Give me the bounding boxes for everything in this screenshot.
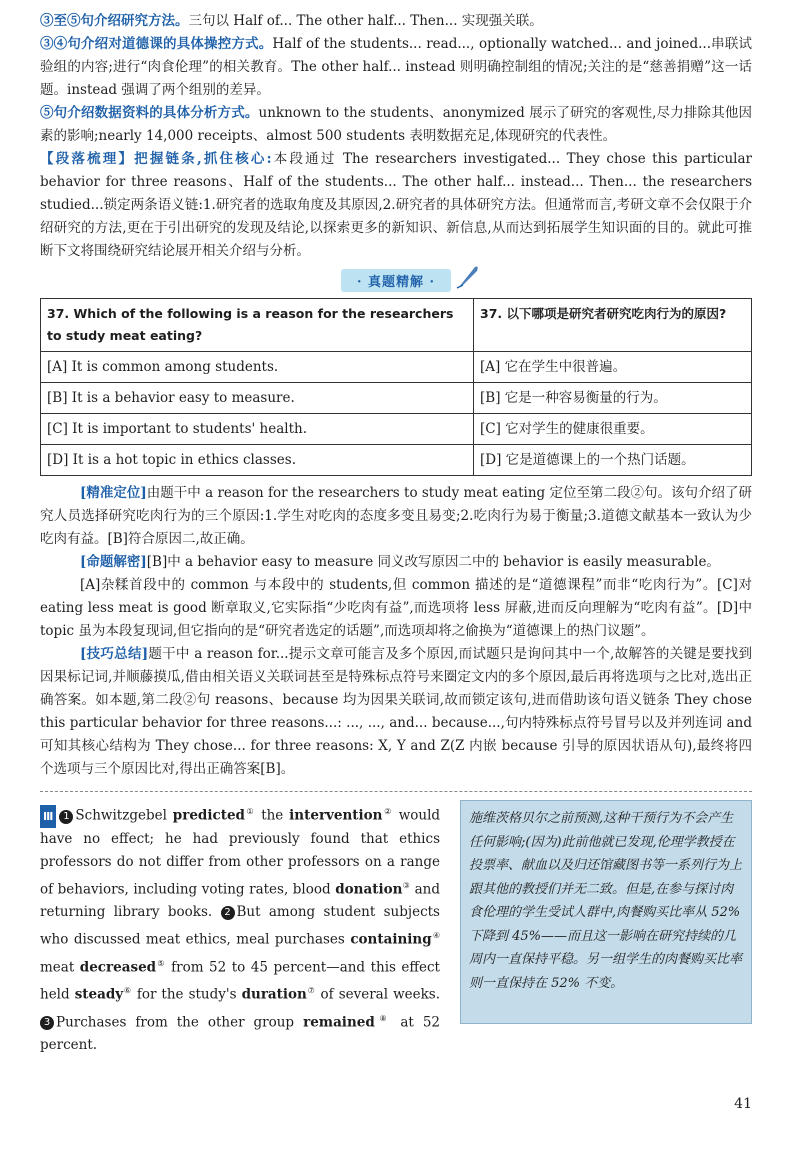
passage-text: meat (40, 959, 75, 975)
method-line-1 (40, 10, 752, 33)
sentence-3-marker: 3 (40, 1016, 54, 1030)
question-decode-1 (40, 551, 752, 574)
option-row (41, 414, 752, 445)
section-banner (40, 269, 752, 292)
skill-summary (40, 643, 752, 781)
method-line-3-text: unknown to the students、anonymized 展示了研究的客观性,尽力排除其他因素的影响;nearly 14,000 receipts、almost 500 students 表明数据充足,体现研究的代表性。 (40, 105, 753, 144)
sentence-1-marker: 1 (59, 810, 73, 824)
option-c-cn: [C] 它对学生的健康很重要。 (474, 414, 752, 445)
passage-text: would have no effect; he had previously found that ethics professors do not differ from other professors on a range of behaviors, including voting rates, blood (40, 807, 441, 897)
option-d-en: [D] It is a hot topic in ethics classes. (41, 445, 474, 476)
vocab-word: intervention (289, 807, 383, 824)
question-stem-cn: 37. 以下哪项是研究者研究吃肉行为的原因? (474, 299, 752, 352)
precise-location (40, 482, 752, 551)
passage-text: for the study's (136, 986, 237, 1003)
option-row (41, 383, 752, 414)
question-stem-row (41, 299, 752, 352)
method-line-1-text: 三句以 Half of... The other half... Then... 实现强关联。 (188, 13, 543, 29)
vocab-word: decreased (79, 959, 157, 975)
method-line-2-text: Half of the students... read..., optionally watched... and joined...串联试验组的内容;进行“肉食伦理”的相关教育。The other half... instead 则明确控制组的情况;关注的是“慈善捐赠”这一话题。instead 强调了两个组别的差异。 (40, 36, 753, 98)
paragraph-marker: Ⅲ (40, 805, 56, 828)
skill-summary-text: 题干中 a reason for...提示文章可能言及多个原因,而试题只是询问其中一个,故解答的关键是要找到因果标记词,并顺藤摸瓜,借由相关语义关联词甚至是特殊标点符号来圈定文内的多个原因,最后再将选项与之比对,选出正确答案。如本题,第二段②句 reasons、because 均为因果关联词,故而锁定该句,进而借助该句语义链条 They chose this particular behavior for three reasons...: ..., ..., and... because...,句内特殊标点符号冒号以及并列连词 and 可知其核心结构为 They chose... for three reasons: X, Y and Z(Z 内嵌 because 引导的原因状语从句),最终将四个选项与三个原因比对,得出正确答案[B]。 (40, 646, 752, 777)
option-d-cn: [D] 它是道德课上的一个热门话题。 (474, 445, 752, 476)
vocab-word: donation (335, 881, 403, 897)
passage-translation: 施维茨格贝尔之前预测,这种干预行为不会产生任何影响;(因为)此前他就已发现,伦理学教授在投票率、献血以及归还馆藏图书等一系列行为上跟其他的教授们并无二致。但是,在参与探讨肉食伦理的学生受试人群中,肉餐购买比率从 52% 下降到 45%——而且这一影响在研究持续的几周内一直保持平稳。另一组学生的肉餐购买比率则一直保持在 52% 不变。 (460, 800, 752, 1024)
passage-text: of several weeks. (320, 986, 441, 1003)
passage-text: and returning library books. (40, 881, 441, 920)
option-a-en: [A] It is common among students. (41, 352, 474, 383)
quill-icon (455, 263, 481, 289)
skill-summary-tag: [技巧总结] (80, 646, 149, 662)
sentence-2-marker: 2 (221, 906, 235, 920)
vocab-word: containing (350, 931, 432, 948)
paragraph-summary-head: 【段落梳理】把握链条,抓住核心: (40, 151, 272, 167)
method-line-2 (40, 33, 752, 102)
method-line-2-head: ③④句介绍对道德课的具体操控方式。 (40, 36, 273, 52)
paragraph-summary-text: 本段通过 The researchers investigated... They chose this particular behavior for three reasons、Half of the students... The other half... instead... Then... the researchers studied...锁定两条语义链:1.研究者的选取角度及其原因,2.研究者的具体研究方法。但通常而言,考研文章不会仅限于介绍研究的方法,更在于引出研究的发现及结论,以探索更多的新知识、新信息,从而达到拓展学生知识面的目的。就此可推断下文将围绕研究结论展开相关介绍与分析。 (40, 151, 752, 259)
page-number: 41 (734, 1096, 752, 1112)
option-row (41, 445, 752, 476)
passage-text: Schwitzgebel (75, 807, 167, 824)
section-banner-text: · 真题精解 · (356, 275, 436, 290)
method-line-3-head: ⑤句介绍数据资料的具体分析方式。 (40, 105, 259, 121)
section-banner-label (341, 269, 451, 292)
option-c-en: [C] It is important to students' health. (41, 414, 474, 445)
question-table (40, 298, 752, 476)
section-divider (40, 791, 752, 792)
option-a-cn: [A] 它在学生中很普遍。 (474, 352, 752, 383)
question-decode-text-1: [B]中 a behavior easy to measure 同义改写原因二中的 behavior is easily measurable。 (146, 554, 720, 570)
passage-english: Ⅲ 1 Schwitzgebel predicted① the intervention② would have no effect; he had previously found that ethics professors do not differ from other professors on a range of behaviors, including voting rates, blood donation③ and returning library books. 2 But among student subjects who discussed meat ethics, meal purchases containing④ meat decreased⑤ from 52 to 45 percent—and this effect held steady⑥ for the study's duration⑦ of several weeks. 3 Purchases from the other group remained⑧ at 52 percent. (40, 800, 440, 1057)
option-b-en: [B] It is a behavior easy to measure. (41, 383, 474, 414)
passage-text: But among student subjects who discussed meat ethics, meal purchases (40, 904, 440, 948)
vocab-word: predicted (172, 807, 245, 824)
question-decode-tag: [命题解密] (80, 554, 147, 570)
passage-section (40, 800, 752, 1057)
page-content (40, 10, 752, 1057)
passage-text: the (261, 807, 284, 824)
vocab-word: duration (241, 986, 307, 1003)
question-stem-en: 37. Which of the following is a reason for the researchers to study meat eating? (41, 299, 474, 352)
question-decode-2 (40, 574, 752, 643)
method-line-3 (40, 102, 752, 148)
question-decode-text-2: [A]杂糅首段中的 common 与本段中的 students,但 common 描述的是“道德课程”而非“吃肉行为”。[C]对 eating less meat is good 断章取义,它实际指“少吃肉有益”,而选项将 less 屏蔽,进而反向理解为“吃肉有益”。[D]中 topic 虽为本段复现词,但它指向的是“研究者选定的话题”,而选项却将之偷换为“道德课上的热门议题”。 (40, 577, 752, 639)
passage-text: at 52 percent. (40, 1014, 441, 1053)
vocab-word: steady (74, 986, 124, 1003)
method-line-1-head: ③至⑤句介绍研究方法。 (40, 13, 189, 29)
passage-text: from 52 to 45 percent—and this effect held (40, 959, 440, 1003)
option-row (41, 352, 752, 383)
vocab-word: remained (303, 1014, 375, 1030)
precise-location-text: 由题干中 a reason for the researchers to study meat eating 定位至第二段②句。该句介绍了研究人员选择研究吃肉行为的三个原因:1.学生对吃肉的态度多变且易变;2.吃肉行为易于衡量;3.道德文献基本一致认为少吃肉有益。[B]符合原因二,故正确。 (40, 485, 752, 547)
precise-location-tag: [精准定位] (80, 485, 147, 501)
paragraph-summary (40, 148, 752, 263)
passage-text: Purchases from the other group (56, 1014, 295, 1030)
option-b-cn: [B] 它是一种容易衡量的行为。 (474, 383, 752, 414)
